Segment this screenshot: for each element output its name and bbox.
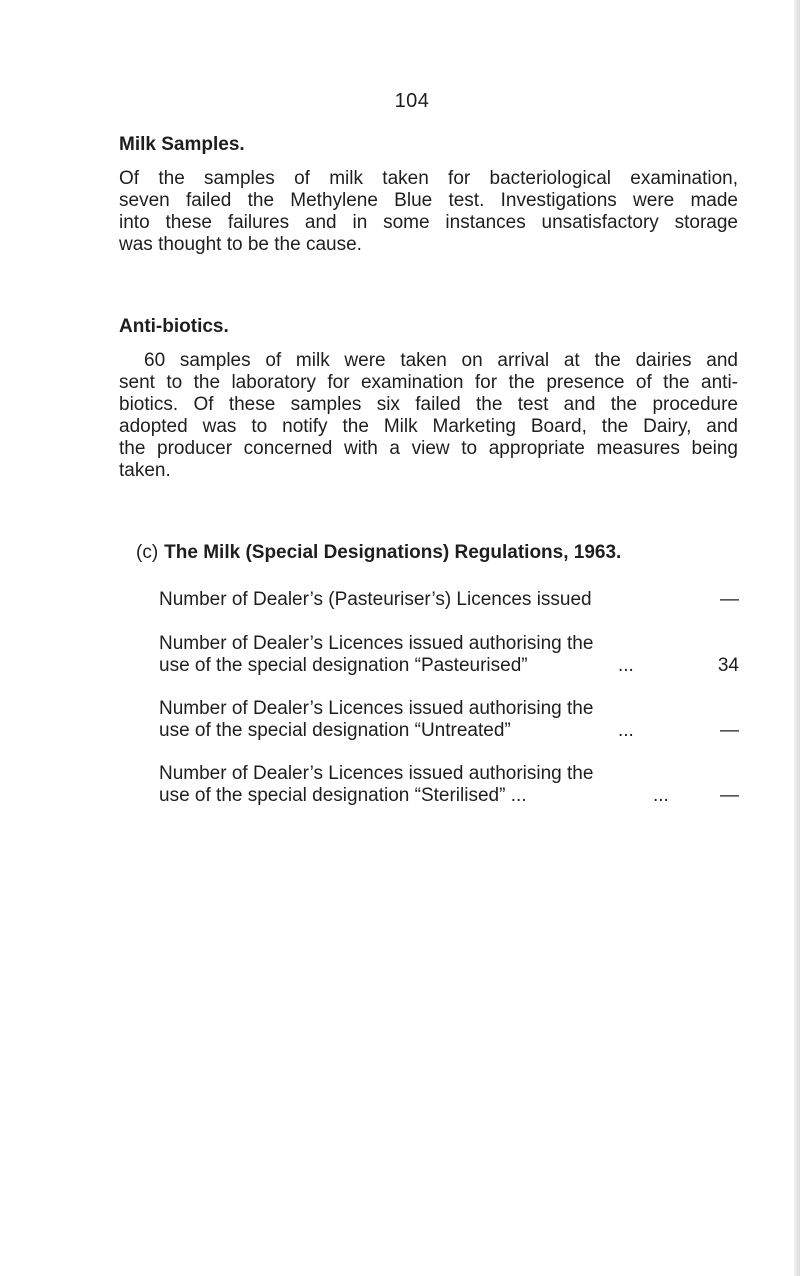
entry-value: — <box>720 589 739 610</box>
entry-text: Number of Dealer’s (Pasteuriser’s) Licences issued <box>159 589 592 610</box>
entry-value: — <box>720 785 739 806</box>
page-edge-shadow <box>794 0 800 1276</box>
licence-entry-pasteurised <box>159 633 739 677</box>
entry-text: use of the special designation “Sterilised” ... <box>159 785 527 806</box>
entry-value: 34 <box>717 655 739 676</box>
paragraph-line: was thought to be the cause. <box>119 234 362 255</box>
paragraph-line: adopted was to notify the Milk Marketing Board, the Dairy, and <box>119 416 738 437</box>
entry-text: use of the special designation “Untreated” <box>159 720 511 741</box>
paragraph-line: 60 samples of milk were taken on arrival at the dairies and <box>144 350 738 371</box>
leader-dots: ... <box>618 720 634 741</box>
entry-text: use of the special designation “Pasteurised” <box>159 655 528 676</box>
entry-text: Number of Dealer’s Licences issued authorising the <box>159 633 594 654</box>
section-c-heading: The Milk (Special Designations) Regulations, 1963. <box>164 542 622 563</box>
milk-samples-paragraph <box>119 168 738 256</box>
antibiotics-paragraph <box>119 350 738 482</box>
leader-dots: ... <box>618 655 634 676</box>
paragraph-line: the producer concerned with a view to appropriate measures being <box>119 438 738 459</box>
paragraph-line: sent to the laboratory for examination for the presence of the anti- <box>119 372 738 393</box>
section-c-title <box>136 542 621 564</box>
paragraph-line: seven failed the Methylene Blue test. Investigations were made <box>119 190 738 211</box>
paragraph-line: biotics. Of these samples six failed the test and the procedure <box>119 394 738 415</box>
antibiotics-heading: Anti-biotics. <box>119 316 229 337</box>
paragraph-line: into these failures and in some instances unsatisfactory storage <box>119 212 738 233</box>
paragraph-line: taken. <box>119 460 171 481</box>
leader-dots: ... <box>653 785 669 806</box>
entry-text: Number of Dealer’s Licences issued authorising the <box>159 698 594 719</box>
entry-value: — <box>720 720 739 741</box>
section-c-label: (c) <box>136 542 159 563</box>
page-number: 104 <box>394 90 430 112</box>
paragraph-line: Of the samples of milk taken for bacteriological examination, <box>119 168 738 189</box>
licence-entry-pasteuriser <box>159 589 739 611</box>
milk-samples-heading: Milk Samples. <box>119 134 245 155</box>
licence-entry-sterilised <box>159 763 739 807</box>
entry-text: Number of Dealer’s Licences issued authorising the <box>159 763 594 784</box>
licence-entry-untreated <box>159 698 739 742</box>
